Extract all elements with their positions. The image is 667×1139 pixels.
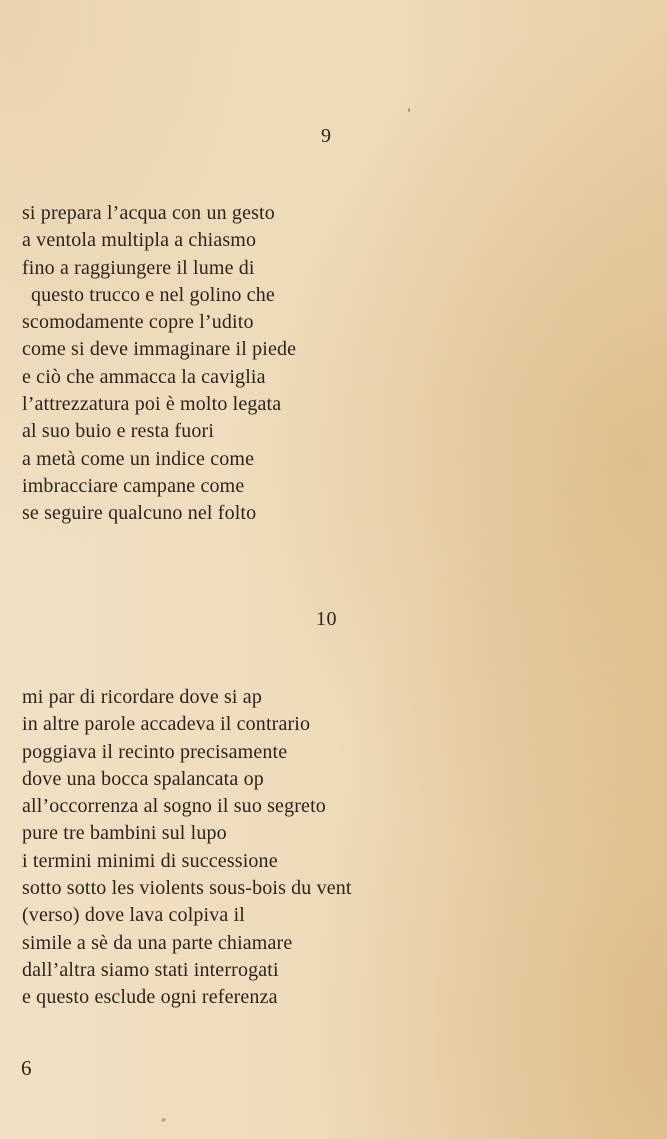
poem-line: dall’altra siamo stati interrogati	[22, 958, 279, 981]
poem-line: se seguire qualcuno nel folto	[22, 502, 257, 525]
section-number: 10	[316, 608, 337, 630]
poem-line: l’attrezzatura poi è molto legata	[22, 393, 282, 416]
section-number: 9	[321, 125, 332, 147]
poem-line: questo trucco e nel golino che	[31, 283, 275, 306]
paper-speck	[161, 1118, 166, 1123]
poem-line: poggiava il recinto precisamente	[22, 740, 288, 763]
poem-line: imbracciare campane come	[22, 474, 245, 497]
poem-line: (verso) dove lava colpiva il	[22, 904, 246, 927]
paper-speck	[408, 108, 410, 112]
poem-line: a ventola multipla a chiasmo	[22, 229, 257, 252]
poem-section	[22, 200, 296, 528]
poem-line: scomodamente copre l’udito	[22, 311, 254, 334]
poem-line: fino a raggiungere il lume di	[22, 256, 255, 279]
poem-line: mi par di ricordare dove si ap	[22, 686, 262, 708]
poem-line: a metà come un indice come	[22, 447, 255, 470]
poem-line: al suo buio e resta fuori	[22, 420, 215, 443]
poem-line: e ciò che ammacca la caviglia	[22, 365, 266, 388]
poem-line: e questo esclude ogni referenza	[22, 986, 278, 1009]
poem-line: si prepara l’acqua con un gesto	[22, 202, 275, 224]
poem-line: i termini minimi di successione	[22, 849, 278, 872]
page-number: 6	[21, 1056, 32, 1080]
poem-line: pure tre bambini sul lupo	[22, 822, 227, 845]
poem-line: simile a sè da una parte chiamare	[22, 931, 293, 954]
poem-line: come si deve immaginare il piede	[22, 338, 297, 361]
poem-line: dove una bocca spalancata op	[22, 767, 264, 790]
poem-section	[22, 684, 352, 1012]
poem-line: in altre parole accadeva il contrario	[22, 713, 311, 736]
poem-line: sotto sotto les violents sous-bois du vent	[22, 877, 352, 900]
poem-line: all’occorrenza al sogno il suo segreto	[22, 795, 326, 818]
